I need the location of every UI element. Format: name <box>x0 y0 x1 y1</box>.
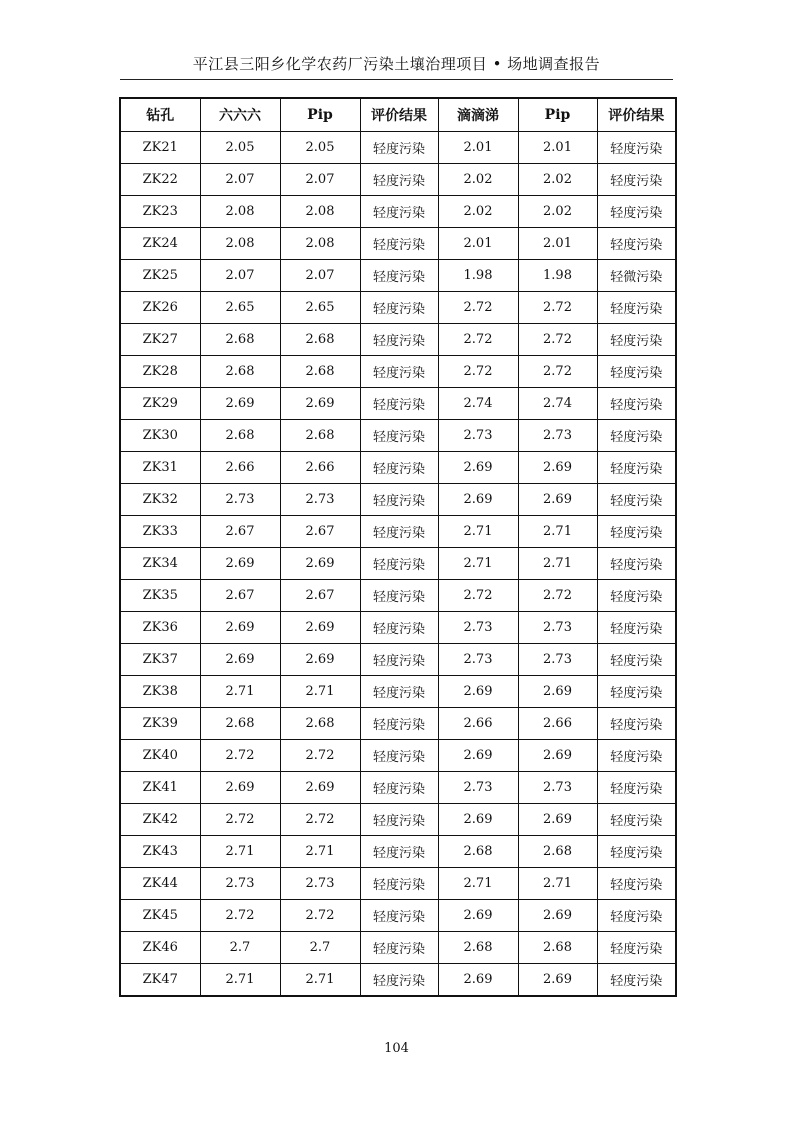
table-cell: 2.73 <box>200 868 280 900</box>
table-cell: ZK31 <box>120 452 200 484</box>
table-row <box>120 420 676 452</box>
table-cell: 轻度污染 <box>360 196 438 228</box>
table-cell: 2.08 <box>200 196 280 228</box>
pollution-evaluation-table <box>119 97 677 997</box>
table-cell: 2.69 <box>518 452 597 484</box>
table-cell: 2.08 <box>200 228 280 260</box>
table-cell: 2.65 <box>280 292 360 324</box>
table-cell: 2.69 <box>200 772 280 804</box>
table-cell: ZK21 <box>120 132 200 164</box>
table-cell: 轻度污染 <box>597 804 676 836</box>
table-cell: 轻度污染 <box>597 548 676 580</box>
table-cell: 2.08 <box>280 228 360 260</box>
table-cell: ZK23 <box>120 196 200 228</box>
table-cell: 2.69 <box>438 452 518 484</box>
table-cell: 2.71 <box>438 516 518 548</box>
table-cell: 2.72 <box>280 804 360 836</box>
table-cell: 2.69 <box>438 740 518 772</box>
table-cell: 2.73 <box>518 420 597 452</box>
table-cell: 轻度污染 <box>597 132 676 164</box>
table-cell: 轻度污染 <box>360 548 438 580</box>
table-row <box>120 228 676 260</box>
table-cell: 轻度污染 <box>597 612 676 644</box>
table-cell: 2.68 <box>280 356 360 388</box>
column-header: 评价结果 <box>597 98 676 132</box>
table-cell: 2.72 <box>280 740 360 772</box>
column-header: 评价结果 <box>360 98 438 132</box>
table-cell: 2.74 <box>438 388 518 420</box>
table-row <box>120 132 676 164</box>
table-cell: 轻度污染 <box>360 228 438 260</box>
table-row <box>120 324 676 356</box>
table-cell: 2.69 <box>438 804 518 836</box>
table-cell: 2.7 <box>280 932 360 964</box>
table-cell: ZK27 <box>120 324 200 356</box>
table-cell: 轻度污染 <box>360 932 438 964</box>
table-cell: 轻度污染 <box>597 708 676 740</box>
table-cell: 轻度污染 <box>360 324 438 356</box>
table-cell: 2.66 <box>438 708 518 740</box>
table-cell: ZK41 <box>120 772 200 804</box>
table-cell: 2.68 <box>200 324 280 356</box>
table-cell: ZK28 <box>120 356 200 388</box>
table-cell: 轻度污染 <box>597 644 676 676</box>
table-row <box>120 612 676 644</box>
table-cell: 轻度污染 <box>597 900 676 932</box>
table-cell: 2.67 <box>200 516 280 548</box>
table-cell: 2.72 <box>280 900 360 932</box>
table-row <box>120 836 676 868</box>
table-cell: 2.73 <box>200 484 280 516</box>
table-cell: 1.98 <box>518 260 597 292</box>
table-cell: 轻度污染 <box>360 132 438 164</box>
table-cell: ZK33 <box>120 516 200 548</box>
table-cell: 2.73 <box>518 772 597 804</box>
table-cell: ZK43 <box>120 836 200 868</box>
table-cell: ZK46 <box>120 932 200 964</box>
table-cell: 2.07 <box>280 164 360 196</box>
table-cell: 2.01 <box>518 228 597 260</box>
table-body <box>120 132 676 997</box>
table-cell: 2.69 <box>438 964 518 997</box>
table-header-row <box>120 98 676 132</box>
table-cell: 2.73 <box>438 420 518 452</box>
table-cell: ZK38 <box>120 676 200 708</box>
column-header: Pip <box>280 98 360 132</box>
table-cell: 2.68 <box>280 420 360 452</box>
table-cell: ZK34 <box>120 548 200 580</box>
table-cell: 轻度污染 <box>597 964 676 997</box>
table-cell: 2.69 <box>200 548 280 580</box>
table-cell: 轻度污染 <box>360 900 438 932</box>
table-cell: 2.69 <box>280 388 360 420</box>
header-divider <box>120 79 673 80</box>
table-row <box>120 804 676 836</box>
table-cell: 轻度污染 <box>597 324 676 356</box>
table-cell: 轻度污染 <box>597 676 676 708</box>
table-cell: 2.69 <box>518 964 597 997</box>
table-cell: 2.71 <box>200 836 280 868</box>
table-cell: 2.72 <box>438 292 518 324</box>
table-cell: 2.07 <box>280 260 360 292</box>
table-cell: 2.69 <box>280 612 360 644</box>
table-cell: 2.69 <box>518 900 597 932</box>
table-row <box>120 548 676 580</box>
table-cell: 2.72 <box>518 356 597 388</box>
column-header: Pip <box>518 98 597 132</box>
table-row <box>120 708 676 740</box>
table-cell: 1.98 <box>438 260 518 292</box>
table-cell: 2.69 <box>438 484 518 516</box>
table-cell: ZK32 <box>120 484 200 516</box>
table-cell: ZK44 <box>120 868 200 900</box>
table-cell: 2.69 <box>518 740 597 772</box>
table-cell: 2.73 <box>438 612 518 644</box>
table-cell: 2.68 <box>438 836 518 868</box>
table-cell: 2.72 <box>200 804 280 836</box>
table-cell: 2.68 <box>518 836 597 868</box>
table-cell: ZK40 <box>120 740 200 772</box>
table-row <box>120 644 676 676</box>
table-row <box>120 196 676 228</box>
column-header: 钻孔 <box>120 98 200 132</box>
table-cell: 轻度污染 <box>597 356 676 388</box>
table-cell: 2.7 <box>200 932 280 964</box>
table-cell: ZK42 <box>120 804 200 836</box>
table-row <box>120 164 676 196</box>
table-cell: 轻度污染 <box>360 740 438 772</box>
table-cell: 轻度污染 <box>597 196 676 228</box>
table-cell: 2.69 <box>438 900 518 932</box>
table-cell: 轻度污染 <box>360 292 438 324</box>
table-cell: 2.68 <box>518 932 597 964</box>
table-cell: 轻微污染 <box>597 260 676 292</box>
table-cell: 轻度污染 <box>597 836 676 868</box>
table-cell: ZK29 <box>120 388 200 420</box>
table-cell: 2.71 <box>200 964 280 997</box>
table-cell: ZK26 <box>120 292 200 324</box>
table-cell: 2.72 <box>200 900 280 932</box>
table-cell: 轻度污染 <box>360 260 438 292</box>
table-cell: 2.02 <box>438 164 518 196</box>
table-cell: ZK25 <box>120 260 200 292</box>
table-cell: 2.68 <box>280 324 360 356</box>
table-cell: ZK22 <box>120 164 200 196</box>
table-cell: 2.66 <box>280 452 360 484</box>
table-cell: 2.68 <box>200 420 280 452</box>
table-cell: 2.66 <box>200 452 280 484</box>
table-cell: 2.69 <box>200 644 280 676</box>
page-header-title: 平江县三阳乡化学农药厂污染土壤治理项目 • 场地调查报告 <box>192 55 601 73</box>
table-cell: 2.72 <box>438 324 518 356</box>
table-cell: 轻度污染 <box>360 420 438 452</box>
table-cell: 轻度污染 <box>597 516 676 548</box>
table-cell: 2.67 <box>200 580 280 612</box>
table-cell: 2.71 <box>200 676 280 708</box>
table-cell: 2.71 <box>280 676 360 708</box>
table-cell: 2.01 <box>438 132 518 164</box>
table-row <box>120 388 676 420</box>
table-cell: 2.67 <box>280 516 360 548</box>
table-cell: ZK47 <box>120 964 200 997</box>
table-cell: 2.71 <box>518 516 597 548</box>
table-cell: 2.69 <box>438 676 518 708</box>
table-cell: 轻度污染 <box>360 356 438 388</box>
table-cell: ZK24 <box>120 228 200 260</box>
table-row <box>120 772 676 804</box>
table-cell: 2.69 <box>518 804 597 836</box>
table-cell: 2.72 <box>438 580 518 612</box>
table-row <box>120 452 676 484</box>
table-row <box>120 516 676 548</box>
table-cell: 2.71 <box>438 868 518 900</box>
table-cell: 轻度污染 <box>597 292 676 324</box>
table-cell: 2.65 <box>200 292 280 324</box>
table-cell: 2.73 <box>438 644 518 676</box>
table-row <box>120 580 676 612</box>
table-cell: 2.07 <box>200 260 280 292</box>
column-header: 滴滴涕 <box>438 98 518 132</box>
table-cell: 2.69 <box>280 772 360 804</box>
table-cell: 轻度污染 <box>597 228 676 260</box>
table-cell: 2.72 <box>518 580 597 612</box>
table-cell: 2.68 <box>280 708 360 740</box>
table-cell: 2.74 <box>518 388 597 420</box>
table-cell: 轻度污染 <box>360 868 438 900</box>
table-cell: 2.73 <box>518 644 597 676</box>
table-row <box>120 740 676 772</box>
table-cell: 2.71 <box>518 548 597 580</box>
table-cell: ZK39 <box>120 708 200 740</box>
table-cell: 轻度污染 <box>597 452 676 484</box>
table-cell: 轻度污染 <box>597 420 676 452</box>
table-cell: 2.01 <box>438 228 518 260</box>
table-cell: 轻度污染 <box>597 740 676 772</box>
table-cell: 轻度污染 <box>360 516 438 548</box>
table-cell: 轻度污染 <box>360 644 438 676</box>
table-cell: 2.69 <box>518 484 597 516</box>
table-cell: ZK45 <box>120 900 200 932</box>
table-cell: 2.72 <box>200 740 280 772</box>
table-cell: 2.07 <box>200 164 280 196</box>
table-cell: 2.73 <box>280 868 360 900</box>
table-cell: 2.72 <box>438 356 518 388</box>
table-cell: ZK30 <box>120 420 200 452</box>
table-cell: 2.08 <box>280 196 360 228</box>
table-cell: 2.72 <box>518 324 597 356</box>
table-cell: 2.73 <box>280 484 360 516</box>
table-row <box>120 292 676 324</box>
table-cell: 2.72 <box>518 292 597 324</box>
table-cell: 轻度污染 <box>597 772 676 804</box>
table-cell: 2.68 <box>200 356 280 388</box>
table-cell: 轻度污染 <box>360 164 438 196</box>
table-cell: 2.71 <box>280 836 360 868</box>
table-row <box>120 868 676 900</box>
column-header: 六六六 <box>200 98 280 132</box>
table-cell: 轻度污染 <box>360 964 438 997</box>
table-cell: 轻度污染 <box>597 868 676 900</box>
table-cell: 2.71 <box>438 548 518 580</box>
table-cell: 轻度污染 <box>597 932 676 964</box>
table-cell: 2.05 <box>280 132 360 164</box>
table-cell: 轻度污染 <box>597 580 676 612</box>
table-cell: 轻度污染 <box>597 484 676 516</box>
table-cell: 轻度污染 <box>360 804 438 836</box>
table-cell: 轻度污染 <box>360 676 438 708</box>
table-cell: 2.66 <box>518 708 597 740</box>
table-cell: 轻度污染 <box>360 612 438 644</box>
table-row <box>120 932 676 964</box>
table-row <box>120 676 676 708</box>
table-cell: 2.71 <box>280 964 360 997</box>
table-cell: 轻度污染 <box>360 484 438 516</box>
table-cell: ZK35 <box>120 580 200 612</box>
table-cell: 轻度污染 <box>597 164 676 196</box>
table-row <box>120 260 676 292</box>
table-cell: 2.02 <box>518 196 597 228</box>
table-cell: 轻度污染 <box>360 452 438 484</box>
table-cell: ZK36 <box>120 612 200 644</box>
table-cell: 2.02 <box>438 196 518 228</box>
table-cell: 轻度污染 <box>360 836 438 868</box>
table-row <box>120 900 676 932</box>
table-cell: 轻度污染 <box>360 708 438 740</box>
table-cell: 轻度污染 <box>360 388 438 420</box>
table-cell: 2.69 <box>518 676 597 708</box>
table-cell: 2.69 <box>200 388 280 420</box>
table-row <box>120 484 676 516</box>
table-cell: 2.73 <box>438 772 518 804</box>
table-cell: 轻度污染 <box>360 580 438 612</box>
table-cell: 2.68 <box>438 932 518 964</box>
table-cell: 2.02 <box>518 164 597 196</box>
table-cell: 轻度污染 <box>360 772 438 804</box>
table-cell: 2.05 <box>200 132 280 164</box>
table-row <box>120 964 676 997</box>
table-cell: 2.69 <box>280 644 360 676</box>
table-row <box>120 356 676 388</box>
table-cell: ZK37 <box>120 644 200 676</box>
table-cell: 2.68 <box>200 708 280 740</box>
table-cell: 轻度污染 <box>597 388 676 420</box>
page-number: 104 <box>384 1041 409 1056</box>
table-cell: 2.01 <box>518 132 597 164</box>
table-cell: 2.69 <box>200 612 280 644</box>
table-cell: 2.71 <box>518 868 597 900</box>
table-cell: 2.69 <box>280 548 360 580</box>
table-cell: 2.73 <box>518 612 597 644</box>
table-cell: 2.67 <box>280 580 360 612</box>
